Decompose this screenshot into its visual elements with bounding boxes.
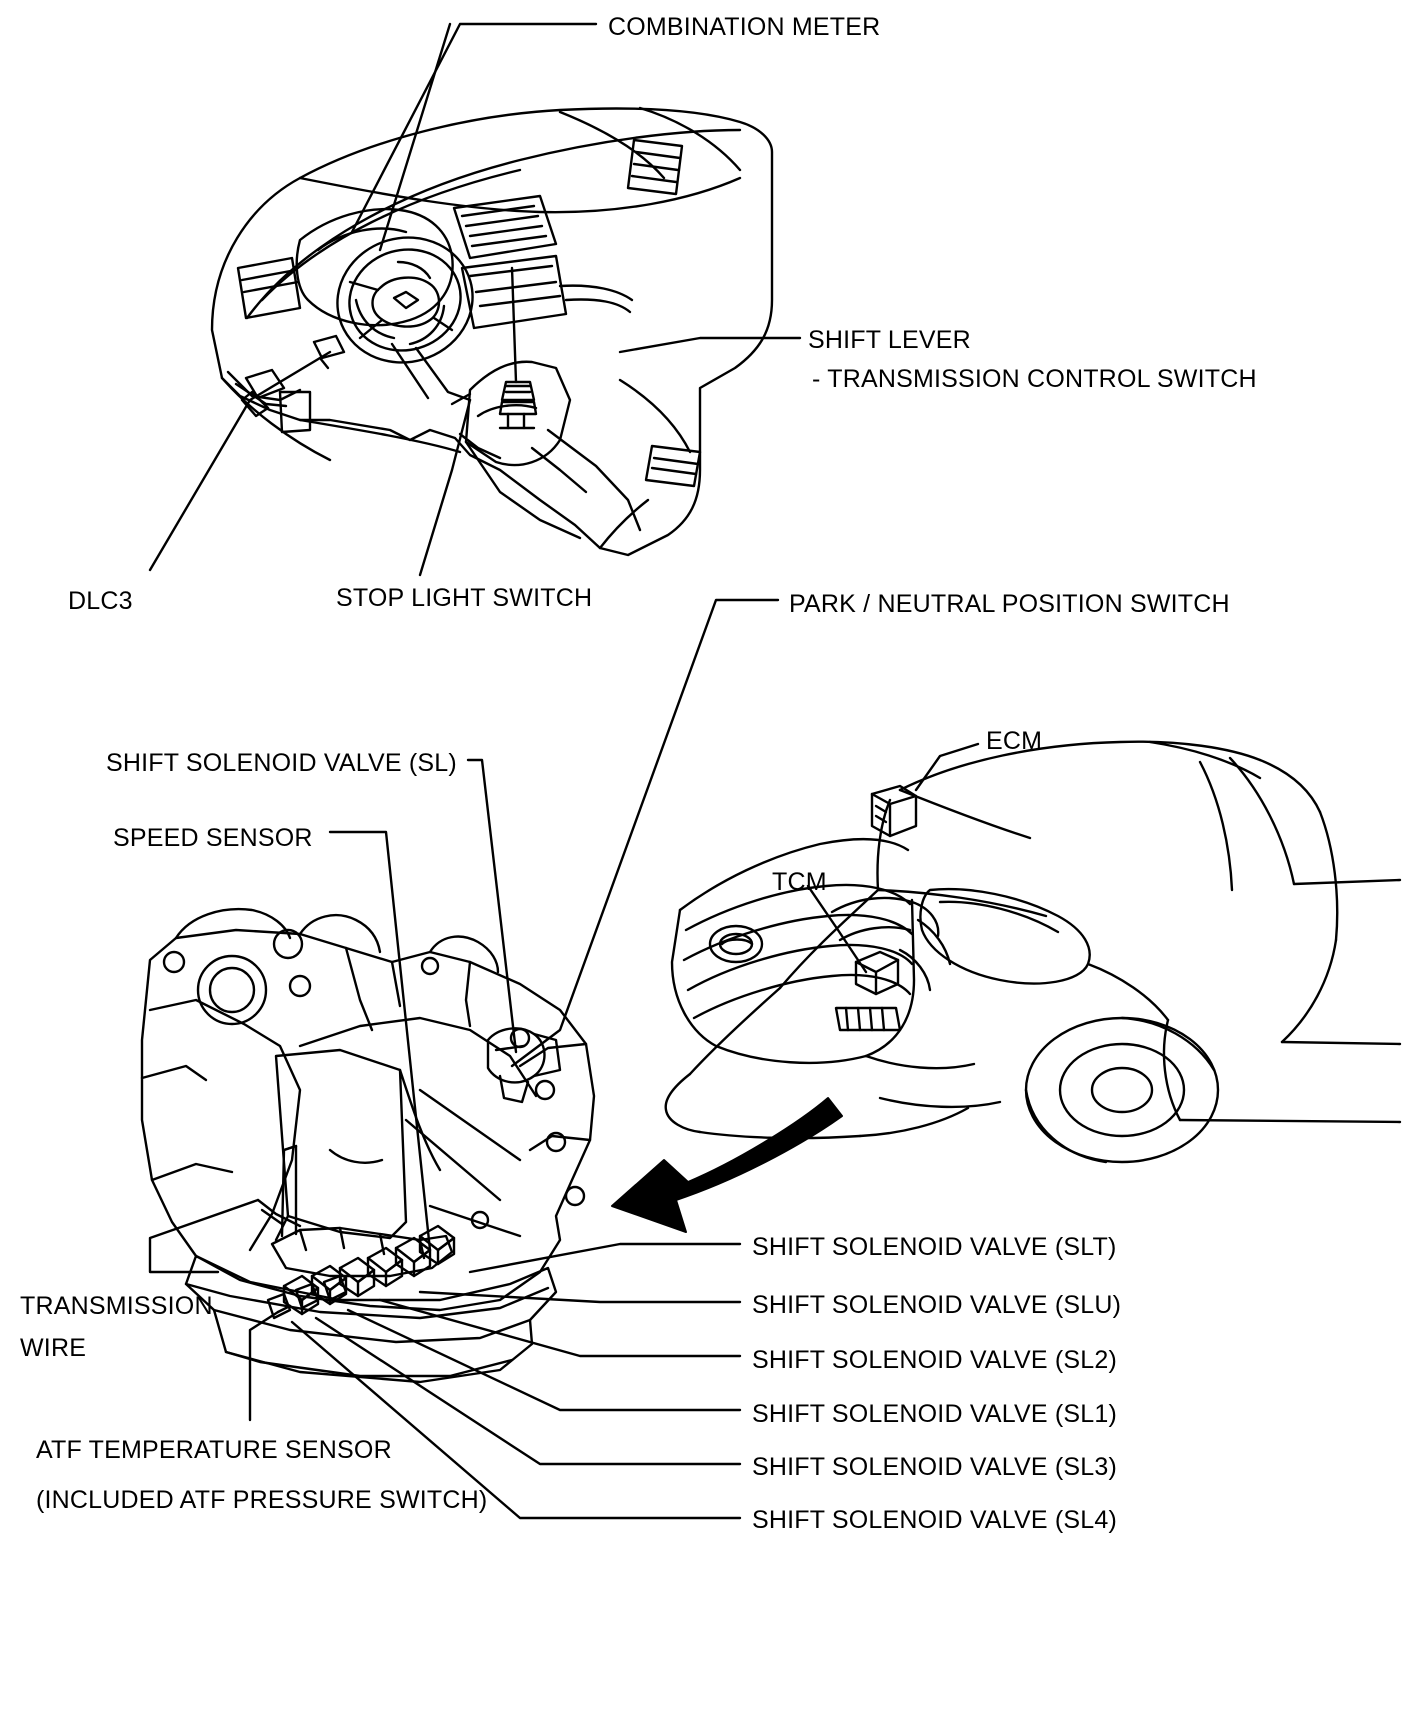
label-tcm: TCM [772, 868, 827, 896]
label-shift-solenoid-valve-sl3: SHIFT SOLENOID VALVE (SL3) [752, 1453, 1118, 1481]
label-transmission-wire-line2: WIRE [20, 1334, 87, 1362]
label-shift-solenoid-valve-sl1: SHIFT SOLENOID VALVE (SL1) [752, 1400, 1118, 1428]
label-transmission-wire-line1: TRANSMISSION [20, 1292, 213, 1320]
label-shift-solenoid-valve-sl2: SHIFT SOLENOID VALVE (SL2) [752, 1346, 1118, 1374]
label-ecm: ECM [986, 727, 1043, 755]
label-shift-lever: SHIFT LEVER [808, 326, 971, 354]
instrument-panel-view [212, 108, 772, 555]
label-combination-meter: COMBINATION METER [608, 13, 881, 41]
engine-compartment-view [666, 742, 1400, 1162]
leader-lines-vehicle [808, 744, 978, 972]
label-shift-solenoid-valve-slt: SHIFT SOLENOID VALVE (SLT) [752, 1233, 1117, 1261]
label-stop-light-switch: STOP LIGHT SWITCH [336, 584, 593, 612]
leader-lines-top [150, 24, 800, 575]
leader-lines-mid [150, 600, 778, 1518]
zoom-arrow [612, 1098, 842, 1232]
label-transmission-control-switch: - TRANSMISSION CONTROL SWITCH [812, 365, 1257, 393]
label-speed-sensor: SPEED SENSOR [113, 824, 313, 852]
label-shift-solenoid-valve-sl4: SHIFT SOLENOID VALVE (SL4) [752, 1506, 1118, 1534]
label-atf-pressure-switch-note: (INCLUDED ATF PRESSURE SWITCH) [36, 1486, 488, 1514]
label-park-neutral-position-switch: PARK / NEUTRAL POSITION SWITCH [789, 590, 1230, 618]
label-dlc3: DLC3 [68, 587, 133, 615]
label-shift-solenoid-valve-slu: SHIFT SOLENOID VALVE (SLU) [752, 1291, 1122, 1319]
label-shift-solenoid-valve-sl: SHIFT SOLENOID VALVE (SL) [106, 749, 457, 777]
label-atf-temperature-sensor: ATF TEMPERATURE SENSOR [36, 1436, 392, 1464]
